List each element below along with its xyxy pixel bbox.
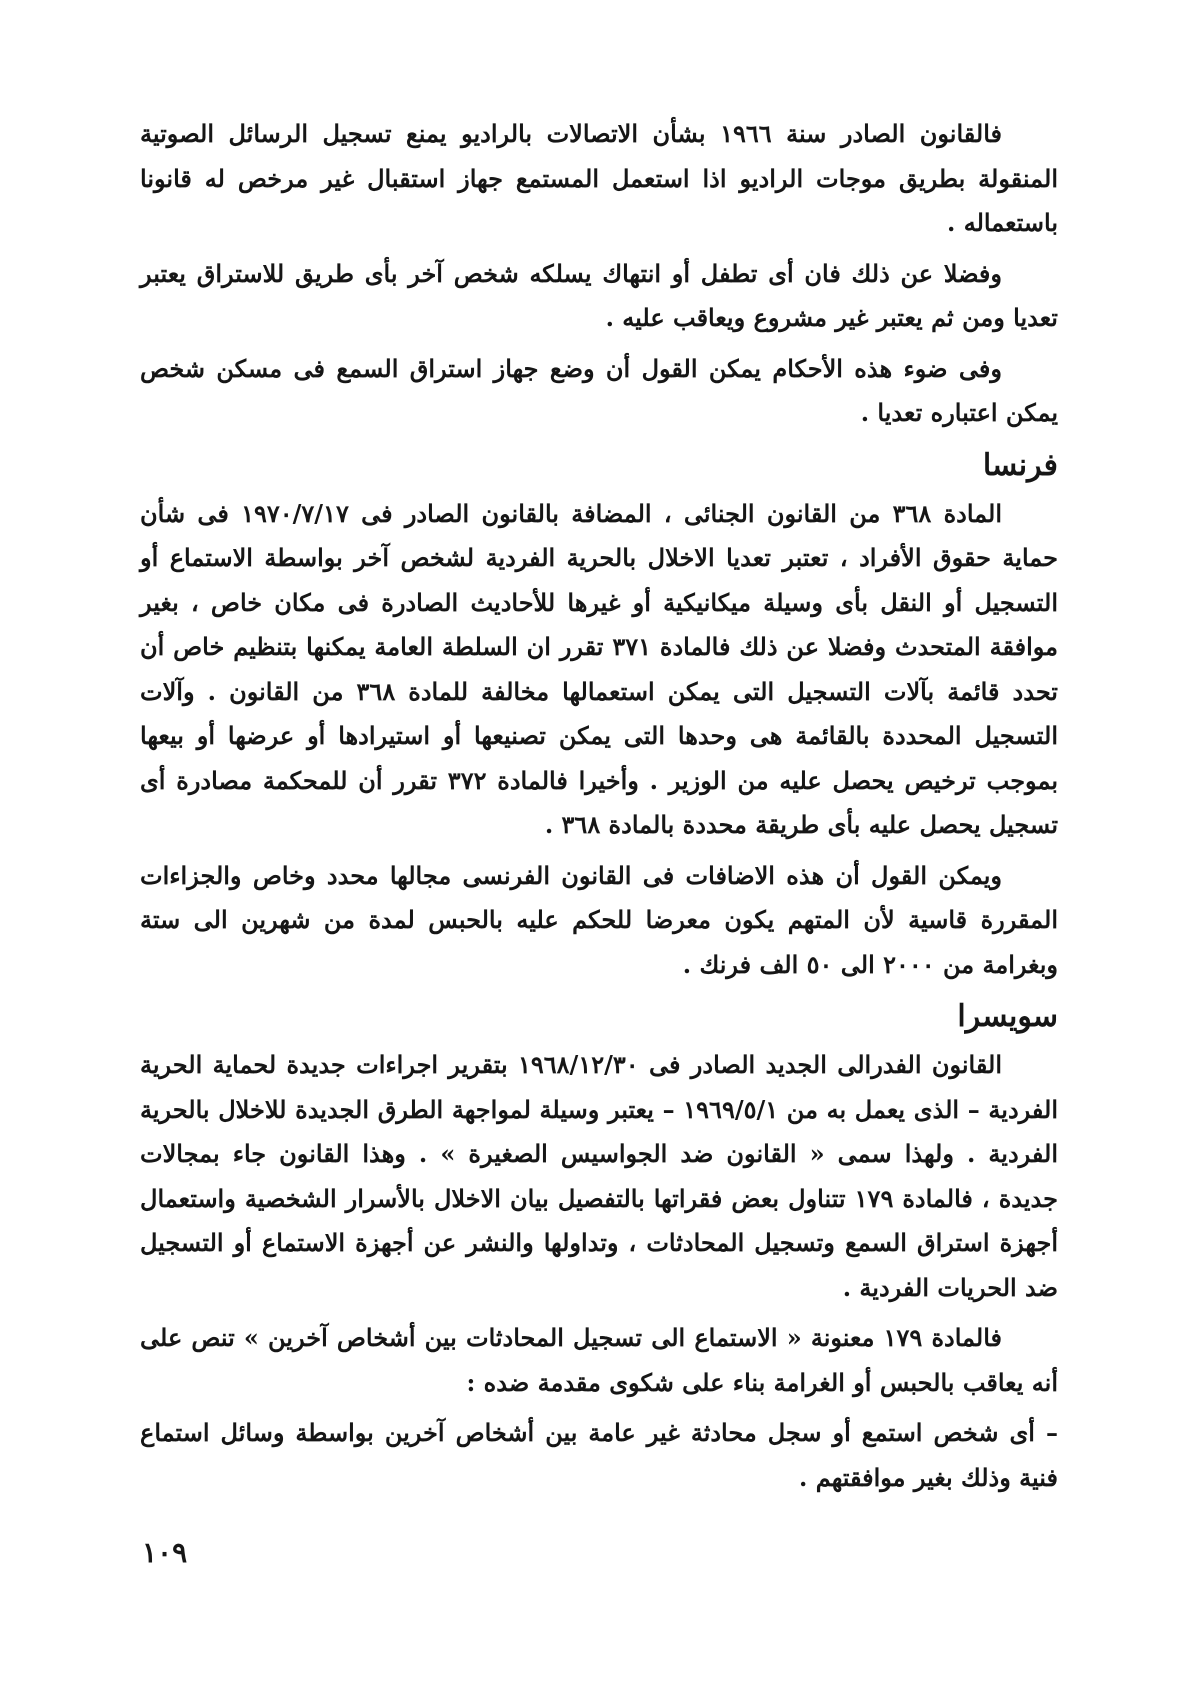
section-france: [140, 442, 1058, 988]
section-switzerland: [140, 993, 1058, 1500]
paragraph: وفضلا عن ذلك فان أى تطفل أو انتهاك يسلكه شخص آخر بأى طريق للاستراق يعتبر تعديا ومن ثم يعتبر غير مشروع ويعاقب عليه .: [140, 258, 1058, 332]
paragraph: فالمادة ١٧٩ معنونة « الاستماع الى تسجيل المحادثات بين أشخاص آخرين » تنص على أنه يعاقب بالحبس أو الغرامة بناء على شكوى مقدمة ضده :: [140, 1323, 1058, 1397]
paragraph: وفى ضوء هذه الأحكام يمكن القول أن وضع جهاز استراق السمع فى مسكن شخص يمكن اعتباره تعديا .: [140, 353, 1058, 427]
paragraph: القانون الفدرالى الجديد الصادر فى ١٩٦٨/١٢/٣٠ بتقرير اجراءات جديدة لحماية الحرية الفردية – الذى يعمل به من ١٩٦٩/٥/١ – يعتبر وسيلة لمواجهة الطرق الجديدة للاخلال بالحرية الفردية . ولهذا سمى « القانون ضد الجواسيس الصغيرة » . وهذا القانون جاء بمجالات جديدة ، فالمادة ١٧٩ تتناول بعض فقراتها بالتفصيل بيان الاخلال بالأسرار الشخصية واستعمال أجهزة استراق السمع وتسجيل المحادثات ، وتداولها والنشر عن أجهزة الاستماع أو التسجيل ضد الحريات الفردية .: [140, 1050, 1059, 1302]
section-heading: فرنسا: [982, 447, 1058, 483]
section-intro: [140, 112, 1058, 436]
page-body: [140, 112, 1058, 1506]
paragraph: المادة ٣٦٨ من القانون الجنائى ، المضافة بالقانون الصادر فى ١٩٧٠/٧/١٧ فى شأن حماية حقوق الأفراد ، تعتبر تعديا الاخلال بالحرية الفردية لشخص آخر بواسطة الاستماع أو التسجيل أو النقل بأى وسيلة ميكانيكية أو غيرها للأحاديث الصادرة فى مكان خاص ، بغير موافقة المتحدث وفضلا عن ذلك فالمادة ٣٧١ تقرر ان السلطة العامة يمكنها بتنظيم خاص أن تحدد قائمة بآلات التسجيل التى يمكن استعمالها مخالفة للمادة ٣٦٨ من القانون . وآلات التسجيل المحددة بالقائمة هى وحدها التى يمكن تصنيعها أو استيرادها أو عرضها أو بيعها بموجب ترخيص يحصل عليه من الوزير . وأخيرا فالمادة ٣٧٢ تقرر أن للمحكمة مصادرة أى تسجيل يحصل عليه بأى طريقة محددة بالمادة ٣٦٨ .: [140, 498, 1059, 839]
paragraph: فالقانون الصادر سنة ١٩٦٦ بشأن الاتصالات بالراديو يمنع تسجيل الرسائل الصوتية المنقولة بطريق موجات الراديو اذا استعمل المستمع جهاز استقبال غير مرخص له قانونا باستعماله .: [140, 119, 1058, 237]
section-heading: سويسرا: [957, 999, 1058, 1034]
page-number: ١٠٩: [142, 1536, 188, 1569]
paragraph: ويمكن القول أن هذه الاضافات فى القانون الفرنسى مجالها محدد وخاص والجزاءات المقررة قاسية لأن المتهم يكون معرضا للحكم عليه بالحبس لمدة من شهرين الى ستة وبغرامة من ٢٠٠٠ الى ٥٠ الف فرنك .: [140, 860, 1058, 979]
paragraph: – أى شخص استمع أو سجل محادثة غير عامة بين أشخاص آخرين بواسطة وسائل استماع فنية وذلك بغير موافقتهم .: [140, 1418, 1058, 1492]
